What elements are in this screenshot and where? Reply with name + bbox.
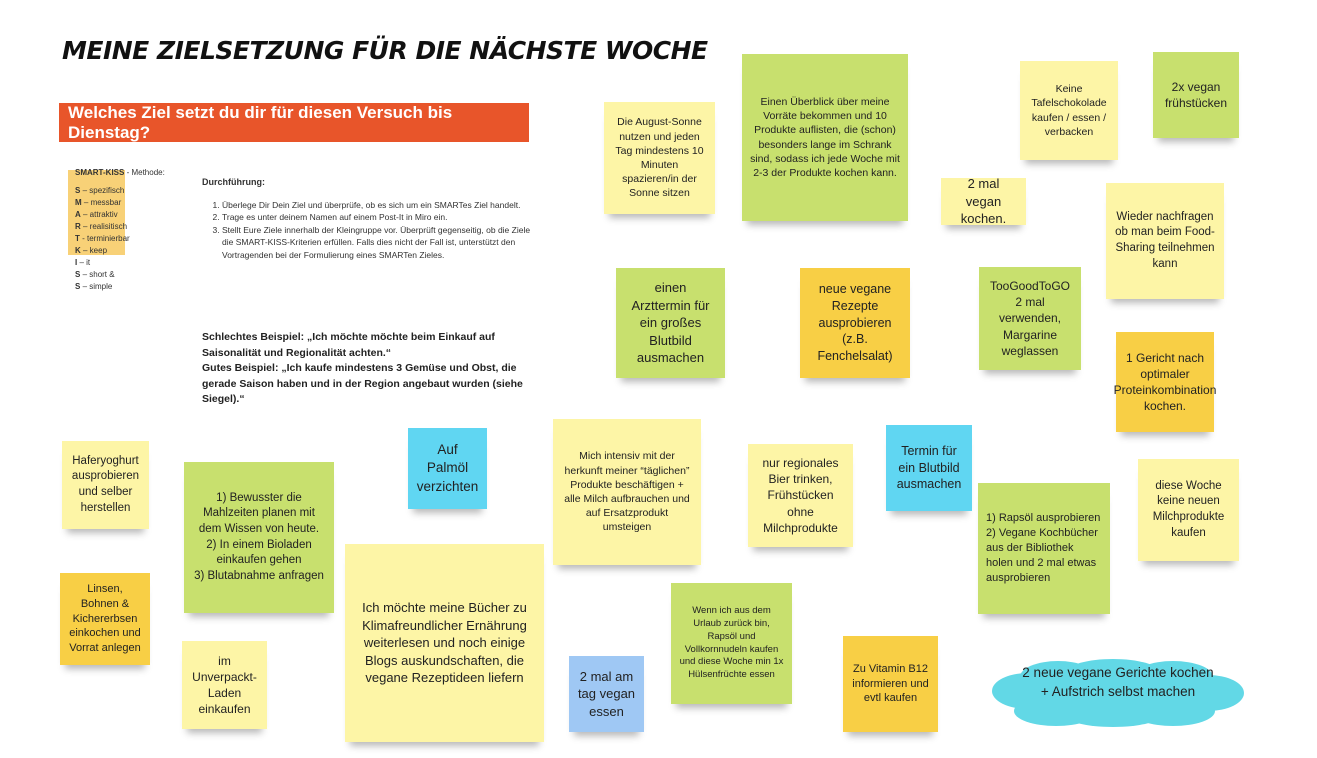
instructions-heading: Durchführung: bbox=[202, 177, 265, 187]
sticky-note[interactable]: Wenn ich aus dem Urlaub zurück bin, Rapsöl und Vollkornnudeln kaufen und diese Woche min 1x Hülsenfrüchte essen bbox=[671, 583, 792, 704]
sticky-note[interactable]: TooGoodToGO 2 mal verwenden, Margarine weglassen bbox=[979, 267, 1081, 370]
sticky-note[interactable]: 2x vegan frühstücken bbox=[1153, 52, 1239, 138]
sticky-note[interactable]: Zu Vitamin B12 informieren und evtl kaufen bbox=[843, 636, 938, 732]
sticky-note[interactable]: Haferyoghurt ausprobieren und selber herstellen bbox=[62, 441, 149, 529]
examples-block[interactable] bbox=[202, 330, 542, 408]
smart-kiss-heading: SMART-KISS - Methode: bbox=[75, 168, 165, 177]
sticky-note[interactable]: Einen Überblick über meine Vorräte bekommen und 10 Produkte auflisten, die (schon) besonders lange im Schrank sind, sodass ich jede Woche mit 2-3 der Produkte kochen kann. bbox=[742, 54, 908, 221]
smart-item: R – realisitisch bbox=[75, 222, 128, 231]
sticky-note[interactable]: 2 mal am tag vegan essen bbox=[569, 656, 644, 732]
good-example: Gutes Beispiel: „Ich kaufe mindestens 3 Gemüse und Obst, die gerade Saison haben und in der Region angebaut wurden (siehe Siegel).“ bbox=[202, 362, 523, 405]
sticky-note[interactable]: Die August-Sonne nutzen und jeden Tag mindestens 10 Minuten spazieren/in der Sonne sitzen bbox=[604, 102, 715, 214]
sticky-note[interactable]: neue vegane Rezepte ausprobieren (z.B. Fenchelsalat) bbox=[800, 268, 910, 378]
sticky-note[interactable]: 2 mal vegan kochen. bbox=[941, 178, 1026, 225]
sticky-note[interactable]: 1 Gericht nach optimaler Proteinkombination kochen. bbox=[1116, 332, 1214, 432]
board-title: MEINE ZIELSETZUNG FÜR DIE NÄCHSTE WOCHE bbox=[62, 36, 708, 65]
bad-example: Schlechtes Beispiel: „Ich möchte möchte beim Einkauf auf Saisonalität und Regionalität achten.“ bbox=[202, 331, 495, 359]
question-banner[interactable]: Welches Ziel setzt du dir für diesen Versuch bis Dienstag? bbox=[59, 103, 529, 142]
sticky-note[interactable]: 1) Rapsöl ausprobieren 2) Vegane Kochbücher aus der Bibliothek holen und 2 mal etwas ausprobieren bbox=[978, 483, 1110, 614]
smart-item: K – keep bbox=[75, 246, 108, 255]
smart-item: S – simple bbox=[75, 282, 113, 291]
smart-item: T - terminierbar bbox=[75, 234, 130, 243]
sticky-note[interactable]: Wieder nachfragen ob man beim Food-Sharing teilnehmen kann bbox=[1106, 183, 1224, 299]
sticky-note[interactable]: nur regionales Bier trinken, Frühstücken ohne Milchprodukte bbox=[748, 444, 853, 547]
smart-item: I – it bbox=[75, 258, 91, 267]
sticky-note[interactable]: Keine Tafelschokolade kaufen / essen / verbacken bbox=[1020, 61, 1118, 160]
sticky-note[interactable]: 1) Bewusster die Mahlzeiten planen mit dem Wissen von heute. 2) In einem Bioladen einkaufen gehen 3) Blutabnahme anfragen bbox=[184, 462, 334, 613]
sticky-note[interactable]: Auf Palmöl verzichten bbox=[408, 428, 487, 509]
cloud-note-text: 2 neue vegane Gerichte kochen + Aufstrich selbst machen bbox=[1022, 665, 1214, 699]
smart-item: A – attraktiv bbox=[75, 210, 118, 219]
instructions-steps bbox=[202, 199, 542, 262]
sticky-note[interactable]: Mich intensiv mit der herkunft meiner “täglichen” Produkte beschäftigen + alle Milch aufbrauchen und auf Ersatzprodukt umsteigen bbox=[553, 419, 701, 565]
sticky-note[interactable]: Ich möchte meine Bücher zu Klimafreundlicher Ernährung weiterlesen und noch einige Blogs auskundschaften, die vegane Rezeptideen liefern bbox=[345, 544, 544, 742]
sticky-note[interactable]: Termin für ein Blutbild ausmachen bbox=[886, 425, 972, 511]
smart-kiss-list[interactable] bbox=[75, 167, 165, 293]
instruction-step: 1. Überlege Dir Dein Ziel und überprüfe, ob es sich um ein SMARTes Ziel handelt. bbox=[222, 199, 542, 212]
sticky-note[interactable]: diese Woche keine neuen Milchprodukte kaufen bbox=[1138, 459, 1239, 561]
instruction-step: 2. Trage es unter deinem Namen auf einem Post-It in Miro ein. bbox=[222, 211, 542, 224]
sticky-note[interactable]: Linsen, Bohnen & Kichererbsen einkochen und Vorrat anlegen bbox=[60, 573, 150, 665]
sticky-note[interactable]: im Unverpackt-Laden einkaufen bbox=[182, 641, 267, 729]
smart-item: S – short & bbox=[75, 270, 115, 279]
instruction-step: 3. Stellt Eure Ziele innerhalb der Kleingruppe vor. Überprüft gegenseitig, ob die Ziele die SMART-KISS-Kriterien erfüllen. Falls dies nicht der Fall ist, unterstützt den Vortragenden bei der Formulierung eines SMARTen Zieles. bbox=[222, 224, 542, 262]
smart-item: S – spezifisch bbox=[75, 186, 125, 195]
smart-item: M – messbar bbox=[75, 198, 122, 207]
sticky-note[interactable]: einen Arzttermin für ein großes Blutbild ausmachen bbox=[616, 268, 725, 378]
instructions[interactable] bbox=[202, 176, 542, 261]
